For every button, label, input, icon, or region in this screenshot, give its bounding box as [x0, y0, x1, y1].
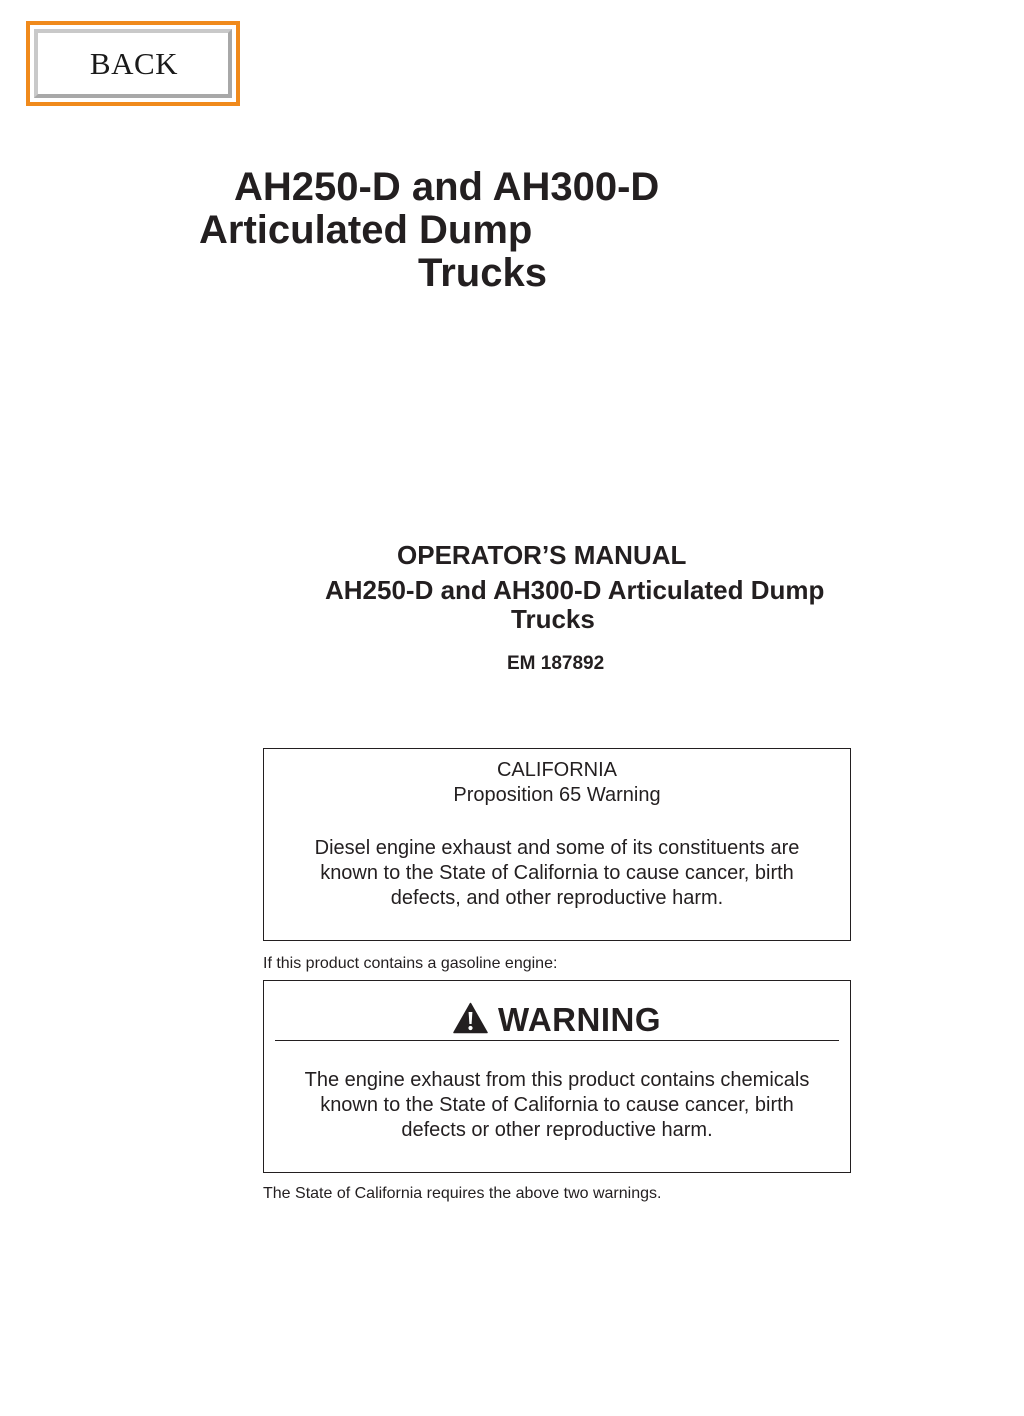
warning-title: WARNING — [498, 1000, 661, 1038]
manual-label: OPERATOR’S MANUAL — [397, 540, 687, 570]
back-button-face[interactable] — [34, 29, 232, 98]
gasoline-caption: If this product contains a gasoline engine: — [263, 955, 558, 972]
warning-body-line-1: The engine exhaust from this product contains chemicals — [304, 1069, 810, 1091]
warning-body-line-3: defects or other reproductive harm. — [401, 1119, 713, 1141]
warning-header — [264, 999, 850, 1039]
back-button[interactable] — [26, 21, 240, 106]
california-body-line-2: known to the State of California to cause cancer, birth — [320, 862, 794, 884]
warning-triangle-icon — [453, 1002, 488, 1034]
california-notice-box — [263, 748, 851, 941]
warning-notice-box — [263, 980, 851, 1173]
warning-divider — [275, 1040, 839, 1041]
california-body-line-3: defects, and other reproductive harm. — [390, 887, 724, 909]
california-heading: CALIFORNIA — [496, 759, 618, 781]
warning-body-line-2: known to the State of California to cause cancer, birth — [320, 1094, 794, 1116]
manual-subtitle-line-2: Trucks — [511, 604, 595, 634]
document-title-line-1: AH250-D and AH300-D — [234, 165, 660, 209]
california-body-line-1: Diesel engine exhaust and some of its constituents are — [314, 837, 800, 859]
back-button-label: BACK — [89, 45, 179, 81]
document-title-line-3: Trucks — [418, 251, 547, 295]
part-number: EM 187892 — [507, 653, 605, 674]
footer-caption: The State of California requires the above two warnings. — [263, 1185, 662, 1202]
manual-subtitle-line-1: AH250-D and AH300-D Articulated Dump — [325, 575, 825, 605]
document-title-line-2: Articulated Dump — [199, 208, 533, 252]
california-subheading: Proposition 65 Warning — [453, 784, 661, 806]
